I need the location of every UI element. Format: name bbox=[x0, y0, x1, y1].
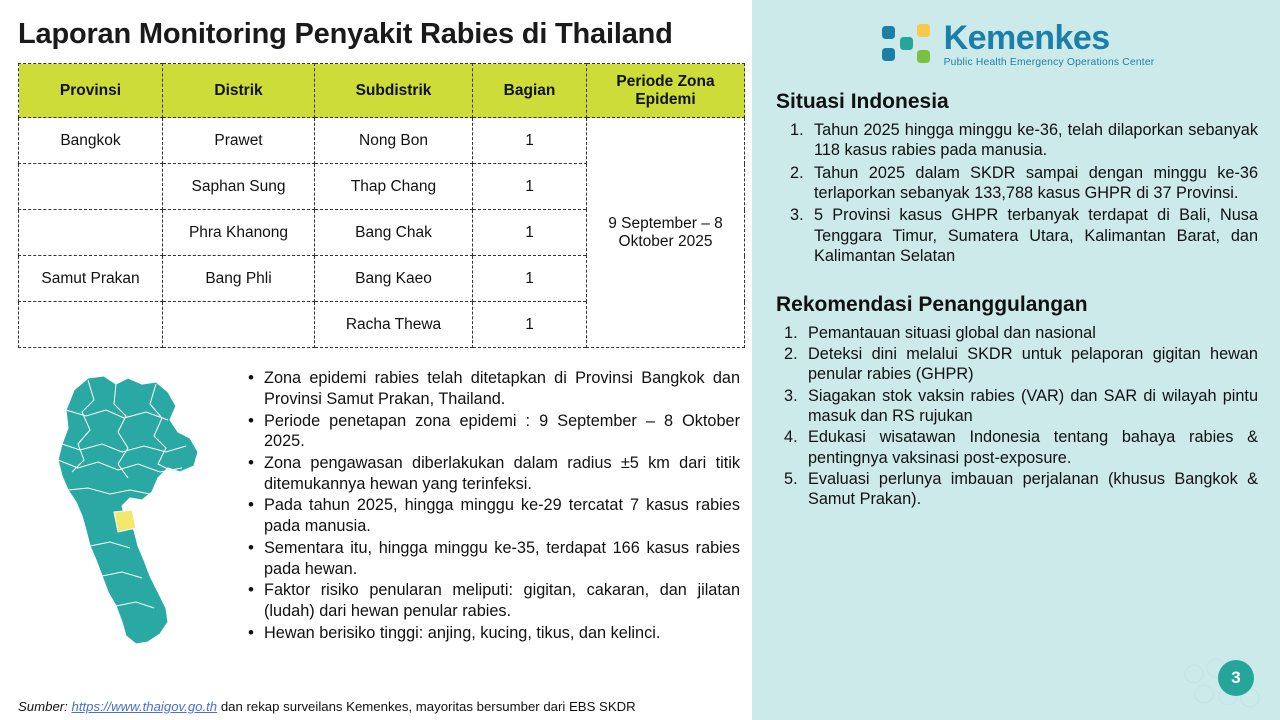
cell-distrik: Prawet bbox=[163, 118, 315, 164]
list-item: Tahun 2025 hingga minggu ke-36, telah dilaporkan sebanyak 118 kasus rabies pada manusia. bbox=[814, 121, 1258, 160]
cell-bagian: 1 bbox=[473, 256, 587, 302]
kemenkes-logo-icon bbox=[880, 22, 934, 68]
right-panel bbox=[752, 0, 1280, 720]
source-note bbox=[18, 699, 636, 714]
rabies-zone-table bbox=[18, 63, 745, 348]
cell-bagian: 1 bbox=[473, 118, 587, 164]
list-item: Edukasi wisatawan Indonesia tentang bahaya rabies & pentingnya vaksinasi post-exposure. bbox=[808, 428, 1258, 467]
source-label: Sumber: bbox=[18, 699, 68, 714]
rekomendasi-heading: Rekomendasi Penanggulangan bbox=[776, 292, 1088, 316]
thailand-map bbox=[18, 360, 236, 660]
list-item: • Faktor risiko penularan meliputi: gigitan, cakaran, dan jilatan (ludah) dari hewan penular rabies. bbox=[244, 580, 740, 621]
situasi-list bbox=[776, 120, 1258, 267]
list-item: • Zona epidemi rabies telah ditetapkan di Provinsi Bangkok dan Provinsi Samut Prakan, Thailand. bbox=[244, 368, 740, 409]
source-rest: dan rekap surveilans Kemenkes, mayoritas bersumber dari EBS SKDR bbox=[217, 699, 636, 714]
list-item: Evaluasi perlunya imbauan perjalanan (khusus Bangkok & Samut Prakan). bbox=[808, 470, 1258, 509]
source-link[interactable]: https://www.thaigov.go.th bbox=[71, 699, 218, 714]
cell-provinsi bbox=[19, 210, 163, 256]
list-item: Deteksi dini melalui SKDR untuk pelaporan gigitan hewan penular rabies (GHPR) bbox=[808, 344, 1258, 384]
rekomendasi-list bbox=[776, 323, 1258, 510]
map-and-bullets bbox=[18, 360, 740, 660]
situasi-heading: Situasi Indonesia bbox=[776, 90, 949, 113]
list-item: Tahun 2025 dalam SKDR sampai dengan minggu ke-36 terlaporkan sebanyak 133,788 kasus GHPR di 37 Provinsi. bbox=[814, 163, 1258, 203]
list-item: Siagakan stok vaksin rabies (VAR) dan SAR di wilayah pintu masuk dan RS rujukan bbox=[808, 386, 1258, 425]
list-item: • Zona pengawasan diberlakukan dalam radius ±5 km dari titik ditemukannya hewan yang terinfeksi. bbox=[244, 453, 740, 494]
list-item: • Hewan berisiko tinggi: anjing, kucing, tikus, dan kelinci. bbox=[244, 623, 740, 644]
column-header-bagian: Bagian bbox=[473, 64, 587, 118]
table-row bbox=[19, 118, 745, 164]
cell-provinsi bbox=[19, 302, 163, 348]
logo-subtitle: Public Health Emergency Operations Center bbox=[943, 57, 1155, 69]
bullet-list bbox=[236, 360, 740, 660]
cell-provinsi: Samut Prakan bbox=[19, 256, 163, 302]
column-header-provinsi: Provinsi bbox=[19, 64, 163, 118]
cell-subdistrik: Bang Kaeo bbox=[315, 256, 473, 302]
list-item: 5 Provinsi kasus GHPR terbanyak terdapat di Bali, Nusa Tenggara Timur, Sumatera Utara, Kalimantan Barat, dan Kalimantan Selatan bbox=[814, 206, 1258, 266]
cell-distrik: Saphan Sung bbox=[163, 164, 315, 210]
table-header-row bbox=[19, 64, 745, 118]
logo-name: Kemenkes bbox=[943, 19, 1110, 58]
list-item: • Periode penetapan zona epidemi : 9 September – 8 Oktober 2025. bbox=[244, 411, 740, 452]
column-header-subdistrik: Subdistrik bbox=[315, 64, 473, 118]
cell-bagian: 1 bbox=[473, 210, 587, 256]
list-item: Pemantauan situasi global dan nasional bbox=[808, 323, 1096, 342]
page-number-badge: 3 bbox=[1218, 660, 1254, 696]
column-header-distrik: Distrik bbox=[163, 64, 315, 118]
cell-subdistrik: Bang Chak bbox=[315, 210, 473, 256]
column-header-periode: Periode Zona Epidemi bbox=[587, 64, 745, 118]
cell-subdistrik: Thap Chang bbox=[315, 164, 473, 210]
cell-distrik: Phra Khanong bbox=[163, 210, 315, 256]
cell-provinsi bbox=[19, 164, 163, 210]
cell-distrik bbox=[163, 302, 315, 348]
cell-distrik: Bang Phli bbox=[163, 256, 315, 302]
cell-provinsi: Bangkok bbox=[19, 118, 163, 164]
cell-subdistrik: Racha Thewa bbox=[315, 302, 473, 348]
page-title: Laporan Monitoring Penyakit Rabies di Thailand bbox=[18, 18, 673, 50]
list-item: • Pada tahun 2025, hingga minggu ke-29 tercatat 7 kasus rabies pada manusia. bbox=[244, 495, 740, 536]
cell-bagian: 1 bbox=[473, 164, 587, 210]
cell-subdistrik: Nong Bon bbox=[315, 118, 473, 164]
cell-periode-zona-epidemi: 9 September – 8 Oktober 2025 bbox=[587, 118, 745, 348]
kemenkes-logo bbox=[776, 14, 1258, 76]
list-item: • Sementara itu, hingga minggu ke-35, terdapat 166 kasus rabies pada hewan. bbox=[244, 538, 740, 579]
cell-bagian: 1 bbox=[473, 302, 587, 348]
